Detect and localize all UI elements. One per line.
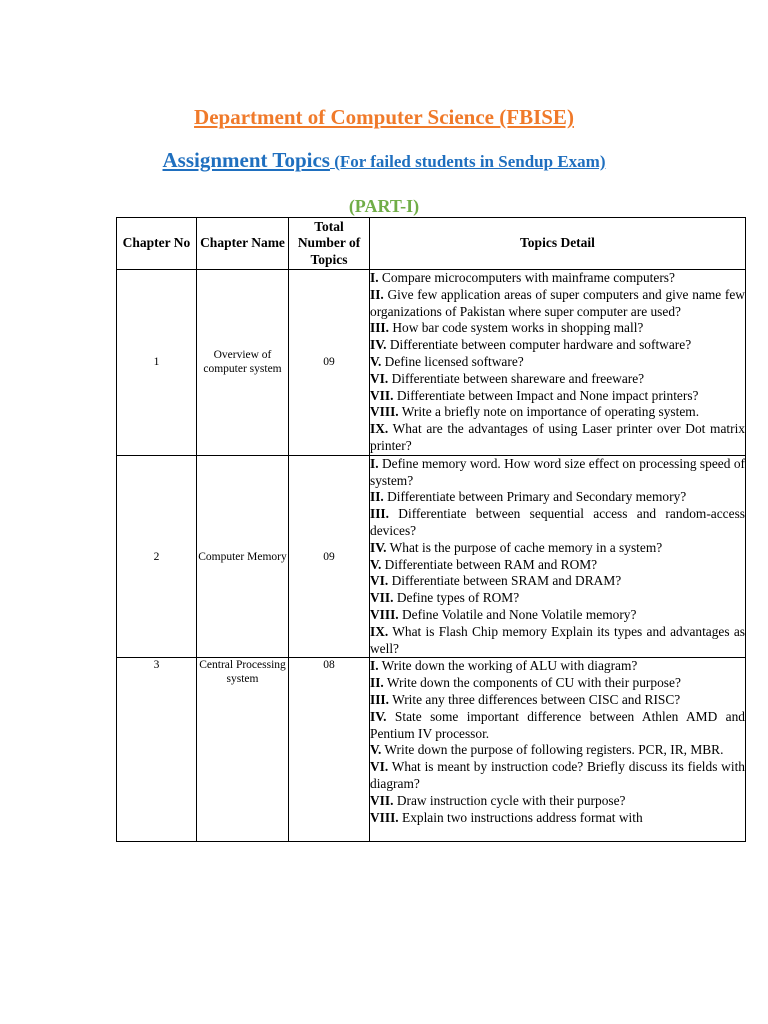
topic-text: Write any three differences between CISC and RISC?	[392, 691, 681, 707]
chapter-no-cell: 3	[117, 658, 197, 842]
table-row	[117, 658, 746, 842]
assignment-title	[0, 146, 768, 177]
topic-number: V.	[370, 556, 382, 572]
topic-text: What is meant by instruction code? Briefly discuss its fields with diagram?	[370, 759, 745, 791]
topic-text: What is the purpose of cache memory in a system?	[389, 539, 663, 555]
topic-number: IV.	[370, 539, 387, 555]
topic-item	[370, 709, 745, 743]
table-row	[117, 270, 746, 456]
topic-text: Differentiate between RAM and ROM?	[384, 556, 598, 572]
topic-text: Write down the purpose of following registers. PCR, IR, MBR.	[384, 742, 724, 758]
topic-number: III.	[370, 691, 389, 707]
topic-item	[370, 607, 745, 624]
topic-number: IV.	[370, 708, 387, 724]
topic-item	[370, 287, 745, 321]
topic-number: VI.	[370, 370, 389, 386]
topic-number: VII.	[370, 590, 394, 606]
topic-text: State some important difference between Athlen AMD and Pentium IV processor.	[370, 708, 745, 741]
topic-item	[370, 354, 745, 371]
assignment-title-main: Assignment Topics	[162, 148, 330, 172]
topic-item	[370, 658, 745, 675]
topic-text: Explain two instructions address format with	[402, 809, 643, 825]
topics-table	[116, 217, 746, 842]
topic-number: II.	[370, 489, 384, 505]
topic-count-cell: 09	[289, 270, 370, 456]
topic-number: IX.	[370, 623, 389, 639]
topic-item	[370, 624, 745, 658]
topic-text: Define Volatile and None Volatile memory?	[402, 606, 637, 622]
header-total-topics: Total Number of Topics	[289, 218, 370, 270]
chapter-name-cell: Computer Memory	[197, 455, 289, 658]
topic-number: II.	[370, 286, 384, 302]
topic-item	[370, 404, 745, 421]
chapter-no-cell: 1	[117, 270, 197, 456]
topic-item	[370, 692, 745, 709]
topic-item	[370, 557, 745, 574]
topic-text: Define licensed software?	[384, 353, 524, 369]
topic-item	[370, 270, 745, 287]
part-heading: (PART-I)	[348, 196, 420, 216]
topic-text: Draw instruction cycle with their purpose?	[396, 792, 626, 808]
topics-detail-clip	[370, 658, 745, 841]
topic-item	[370, 489, 745, 506]
topics-detail-cell	[370, 455, 746, 658]
topic-item	[370, 675, 745, 692]
topic-number: V.	[370, 742, 382, 758]
topic-number: VI.	[370, 759, 389, 775]
topic-item	[370, 421, 745, 455]
topic-number: VIII.	[370, 404, 399, 420]
topic-item	[370, 573, 745, 590]
topic-text: Differentiate between sequential access and random-access devices?	[370, 506, 745, 538]
header-topics-detail: Topics Detail	[370, 218, 746, 270]
chapter-name-cell: Overview of computer system	[197, 270, 289, 456]
topic-text: Define memory word. How word size effect on processing speed of system?	[370, 455, 745, 488]
department-title	[0, 104, 768, 130]
topic-number: III.	[370, 506, 389, 522]
topic-text: Write a briefly note on importance of operating system.	[401, 404, 700, 420]
topic-count-cell: 09	[289, 455, 370, 658]
topic-count-cell: 08	[289, 658, 370, 842]
topic-text: Differentiate between Impact and None impact printers?	[396, 387, 699, 403]
header-chapter-name: Chapter Name	[197, 218, 289, 270]
topic-item	[370, 759, 745, 793]
topic-item	[370, 337, 745, 354]
topic-number: I.	[370, 270, 379, 285]
topic-number: IX.	[370, 421, 389, 437]
topic-text: Define types of ROM?	[396, 590, 520, 606]
topic-item	[370, 388, 745, 405]
topic-number: IV.	[370, 337, 387, 353]
topic-text: Write down the components of CU with their purpose?	[386, 675, 681, 691]
topic-text: Write down the working of ALU with diagram?	[381, 658, 638, 674]
assignment-title-sub: (For failed students in Sendup Exam)	[334, 152, 606, 171]
topic-number: VIII.	[370, 606, 399, 622]
topic-number: I.	[370, 455, 379, 471]
topic-text: Differentiate between Primary and Secondary memory?	[387, 489, 687, 505]
topic-number: VII.	[370, 387, 394, 403]
topic-text: Differentiate between SRAM and DRAM?	[391, 573, 622, 589]
topic-item	[370, 456, 745, 490]
header-chapter-no: Chapter No	[117, 218, 197, 270]
topic-number: III.	[370, 320, 389, 336]
topic-number: VII.	[370, 792, 394, 808]
topic-number: VIII.	[370, 809, 399, 825]
topic-item	[370, 590, 745, 607]
topic-item	[370, 320, 745, 337]
topic-number: VI.	[370, 573, 389, 589]
topic-text: How bar code system works in shopping mall?	[392, 320, 644, 336]
department-title-text: Department of Computer Science (FBISE)	[194, 105, 574, 129]
topics-detail-cell	[370, 658, 746, 842]
topic-text: What are the advantages of using Laser printer over Dot matrix printer?	[370, 421, 745, 453]
topic-text: What is Flash Chip memory Explain its types and advantages as well?	[370, 623, 746, 656]
topic-text: Differentiate between shareware and freeware?	[391, 370, 645, 386]
chapter-name-cell: Central Processing system	[197, 658, 289, 842]
topic-item	[370, 810, 745, 827]
topic-number: I.	[370, 658, 379, 674]
topic-item	[370, 371, 745, 388]
topic-number: II.	[370, 675, 384, 691]
topic-item	[370, 793, 745, 810]
topic-number: V.	[370, 353, 382, 369]
topic-text: Differentiate between computer hardware and software?	[389, 337, 692, 353]
table-header-row	[117, 218, 746, 270]
topic-text: Compare microcomputers with mainframe computers?	[381, 270, 675, 285]
chapter-no-cell: 2	[117, 455, 197, 658]
topic-text: Give few application areas of super computers and give name few organizations of Pakistan where super computer are used?	[370, 286, 745, 319]
topic-item	[370, 540, 745, 557]
topics-detail-cell	[370, 270, 746, 456]
table-row	[117, 455, 746, 658]
topic-item	[370, 742, 745, 759]
topic-item	[370, 506, 745, 540]
